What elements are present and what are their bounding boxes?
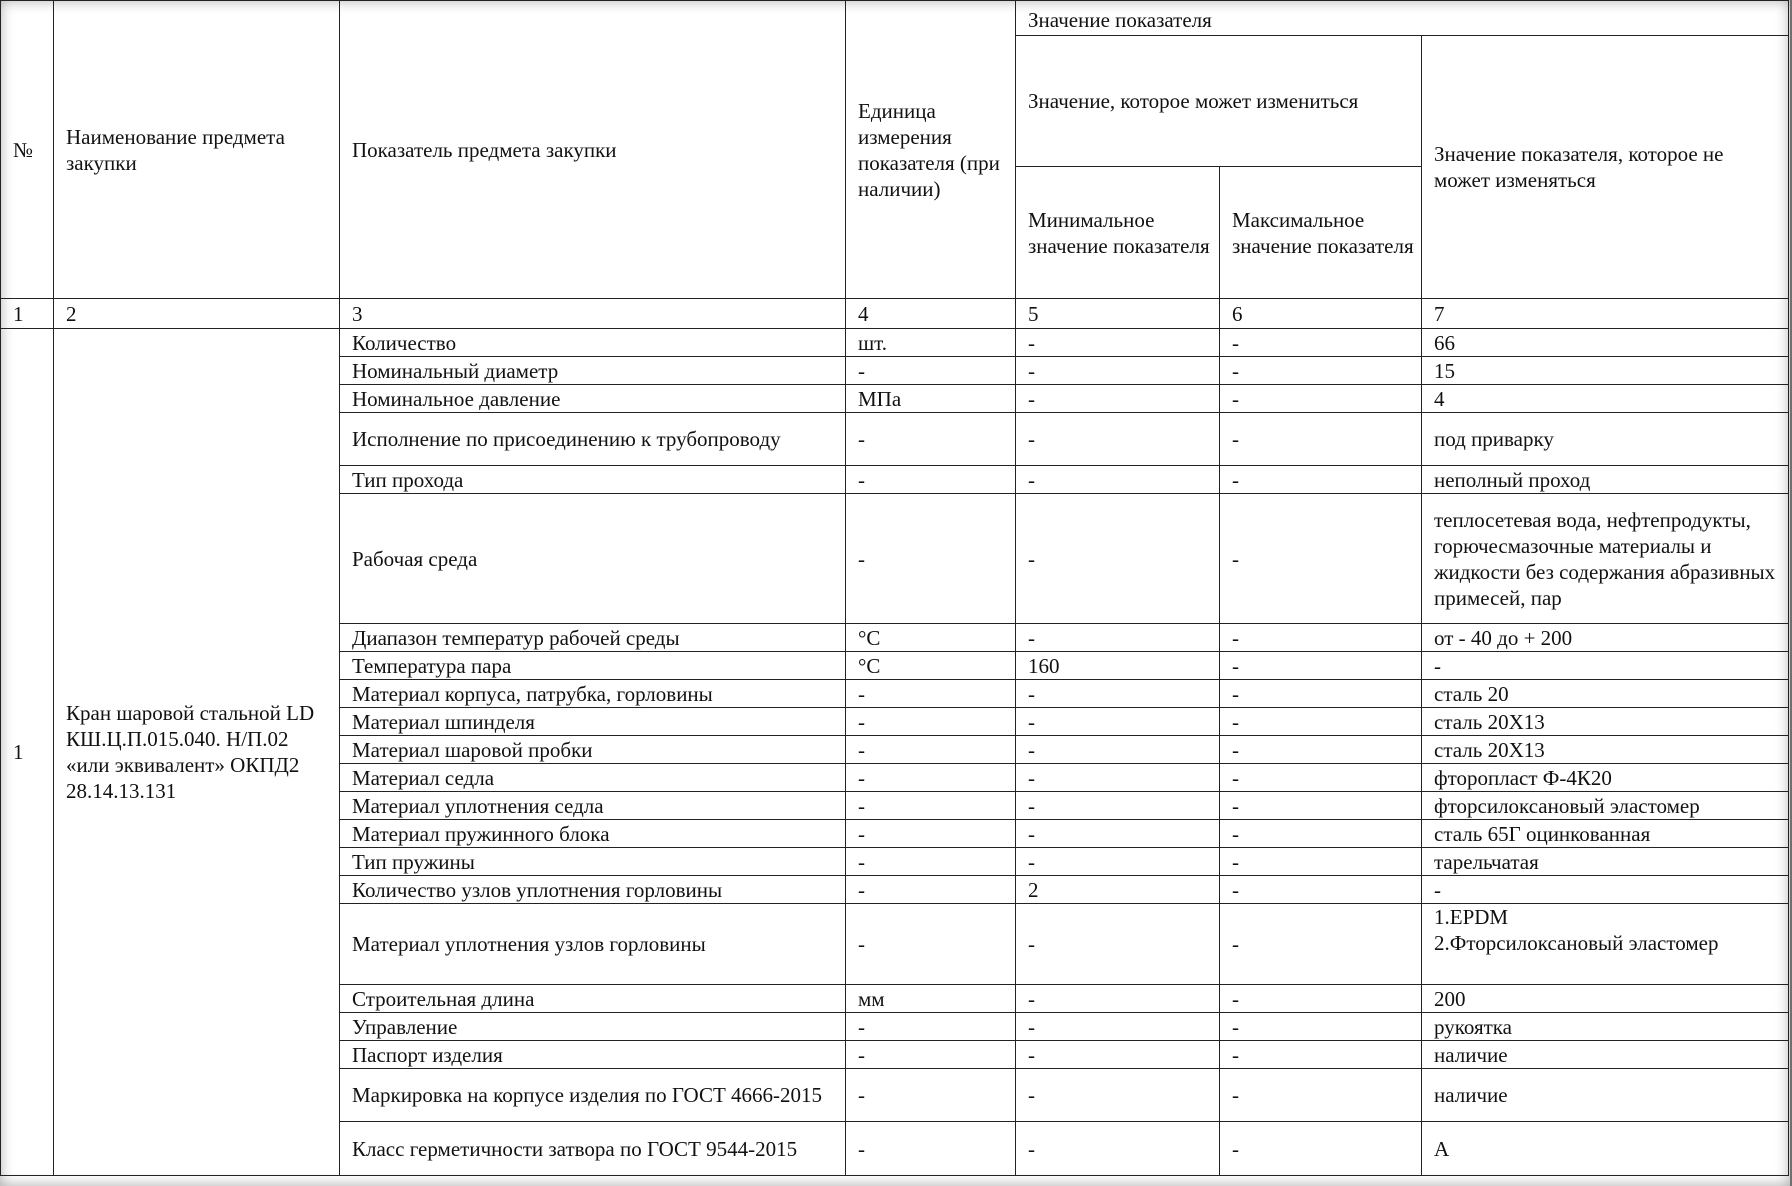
max-value-cell: - [1220,820,1422,848]
max-value-cell: - [1220,680,1422,708]
min-value-cell: - [1016,820,1220,848]
unit-cell: - [846,413,1016,466]
fixed-value-cell: сталь 20Х13 [1422,708,1789,736]
min-value-cell: - [1016,1013,1220,1041]
min-value-cell: - [1016,904,1220,985]
indicator-cell: Номинальный диаметр [340,357,846,385]
column-number: 6 [1220,299,1422,329]
fixed-value-cell: рукоятка [1422,1013,1789,1041]
unit-cell: - [846,820,1016,848]
indicator-cell: Количество узлов уплотнения горловины [340,876,846,904]
fixed-value-line: 1.EPDM [1434,905,1509,929]
indicator-cell: Диапазон температур рабочей среды [340,624,846,652]
unit-cell: - [846,848,1016,876]
column-number: 1 [1,299,54,329]
max-value-cell: - [1220,876,1422,904]
max-value-cell: - [1220,1122,1422,1176]
indicator-cell: Исполнение по присоединению к трубопроводу [340,413,846,466]
fixed-value-cell [1422,904,1789,985]
unit-cell: - [846,1041,1016,1069]
unit-cell: мм [846,985,1016,1013]
max-value-cell: - [1220,466,1422,494]
min-value-cell: - [1016,1069,1220,1122]
max-value-cell: - [1220,708,1422,736]
max-value-cell: - [1220,329,1422,357]
min-value-cell: - [1016,494,1220,624]
fixed-value-cell: сталь 65Г оцинкованная [1422,820,1789,848]
unit-cell: °C [846,624,1016,652]
indicator-cell: Материал шаровой пробки [340,736,846,764]
fixed-value-cell: - [1422,876,1789,904]
unit-cell: - [846,1069,1016,1122]
max-value-cell: - [1220,736,1422,764]
max-value-cell: - [1220,792,1422,820]
fixed-value-cell: сталь 20 [1422,680,1789,708]
unit-cell: - [846,736,1016,764]
header-changeable-value: Значение, которое может измениться [1016,36,1422,167]
max-value-cell: - [1220,494,1422,624]
max-value-cell: - [1220,1041,1422,1069]
max-value-cell: - [1220,848,1422,876]
indicator-cell: Тип пружины [340,848,846,876]
indicator-cell: Паспорт изделия [340,1041,846,1069]
unit-cell: - [846,466,1016,494]
min-value-cell: - [1016,624,1220,652]
fixed-value-cell: А [1422,1122,1789,1176]
min-value-cell: - [1016,1041,1220,1069]
indicator-cell: Материал уплотнения узлов горловины [340,904,846,985]
indicator-cell: Тип прохода [340,466,846,494]
min-value-cell: - [1016,329,1220,357]
fixed-value-cell: - [1422,652,1789,680]
min-value-cell: - [1016,792,1220,820]
unit-cell: - [846,904,1016,985]
unit-cell: - [846,1122,1016,1176]
max-value-cell: - [1220,1069,1422,1122]
unit-cell: - [846,357,1016,385]
unit-cell: - [846,494,1016,624]
unit-cell: шт. [846,329,1016,357]
indicator-cell: Материал уплотнения седла [340,792,846,820]
max-value-cell: - [1220,357,1422,385]
fixed-value-cell: неполный проход [1422,466,1789,494]
indicator-cell: Номинальное давление [340,385,846,413]
header-unit: Единица измерения показателя (при наличии) [846,1,1016,299]
max-value-cell: - [1220,652,1422,680]
header-min-value: Минимальное значение показателя [1016,167,1220,299]
item-number: 1 [1,329,54,1176]
max-value-cell: - [1220,764,1422,792]
min-value-cell: - [1016,413,1220,466]
fixed-value-cell: 200 [1422,985,1789,1013]
min-value-cell: 160 [1016,652,1220,680]
indicator-cell: Строительная длина [340,985,846,1013]
indicator-cell: Материал седла [340,764,846,792]
fixed-value-cell: теплосетевая вода, нефтепродукты, горючесмазочные материалы и жидкости без содержания абразивных примесей, пар [1422,494,1789,624]
unit-cell: - [846,680,1016,708]
min-value-cell: - [1016,764,1220,792]
item-name: Кран шаровой стальной LD КШ.Ц.П.015.040. Н/П.02 «или эквивалент» ОКПД2 28.14.13.131 [54,329,340,1176]
min-value-cell: - [1016,357,1220,385]
indicator-cell: Материал пружинного блока [340,820,846,848]
unit-cell: °C [846,652,1016,680]
fixed-value-cell: тарельчатая [1422,848,1789,876]
unit-cell: - [846,764,1016,792]
min-value-cell: 2 [1016,876,1220,904]
indicator-cell: Маркировка на корпусе изделия по ГОСТ 4666-2015 [340,1069,846,1122]
column-number: 4 [846,299,1016,329]
unit-cell: - [846,876,1016,904]
column-number-row [1,299,1789,329]
indicator-cell: Материал корпуса, патрубка, горловины [340,680,846,708]
header-max-value: Максимальное значение показателя [1220,167,1422,299]
column-number: 2 [54,299,340,329]
max-value-cell: - [1220,624,1422,652]
fixed-value-cell: фторопласт Ф-4К20 [1422,764,1789,792]
max-value-cell: - [1220,413,1422,466]
unit-cell: - [846,792,1016,820]
fixed-value-cell: наличие [1422,1041,1789,1069]
fixed-value-cell: 15 [1422,357,1789,385]
min-value-cell: - [1016,680,1220,708]
indicator-cell: Количество [340,329,846,357]
column-number: 5 [1016,299,1220,329]
table-row [1,329,1789,357]
min-value-cell: - [1016,708,1220,736]
max-value-cell: - [1220,904,1422,985]
fixed-value-cell: сталь 20Х13 [1422,736,1789,764]
fixed-value-line: 2.Фторсилоксановый эластомер [1434,931,1719,955]
fixed-value-cell: под приварку [1422,413,1789,466]
min-value-cell: - [1016,385,1220,413]
min-value-cell: - [1016,466,1220,494]
indicator-cell: Температура пара [340,652,846,680]
indicator-cell: Класс герметичности затвора по ГОСТ 9544-2015 [340,1122,846,1176]
unit-cell: - [846,1013,1016,1041]
fixed-value-cell: 66 [1422,329,1789,357]
min-value-cell: - [1016,848,1220,876]
indicator-cell: Управление [340,1013,846,1041]
column-number: 7 [1422,299,1789,329]
fixed-value-cell: от - 40 до + 200 [1422,624,1789,652]
max-value-cell: - [1220,1013,1422,1041]
min-value-cell: - [1016,985,1220,1013]
header-item-name: Наименование предмета закупки [54,1,340,299]
indicator-cell: Рабочая среда [340,494,846,624]
header-indicator: Показатель предмета закупки [340,1,846,299]
min-value-cell: - [1016,736,1220,764]
header-number: № [1,1,54,299]
header-fixed-value: Значение показателя, которое не может изменяться [1422,36,1789,299]
max-value-cell: - [1220,985,1422,1013]
unit-cell: - [846,708,1016,736]
max-value-cell: - [1220,385,1422,413]
indicator-cell: Материал шпинделя [340,708,846,736]
fixed-value-cell: фторсилоксановый эластомер [1422,792,1789,820]
header-value-group: Значение показателя [1016,1,1789,36]
column-number: 3 [340,299,846,329]
fixed-value-cell: наличие [1422,1069,1789,1122]
fixed-value-cell: 4 [1422,385,1789,413]
min-value-cell: - [1016,1122,1220,1176]
unit-cell: МПа [846,385,1016,413]
